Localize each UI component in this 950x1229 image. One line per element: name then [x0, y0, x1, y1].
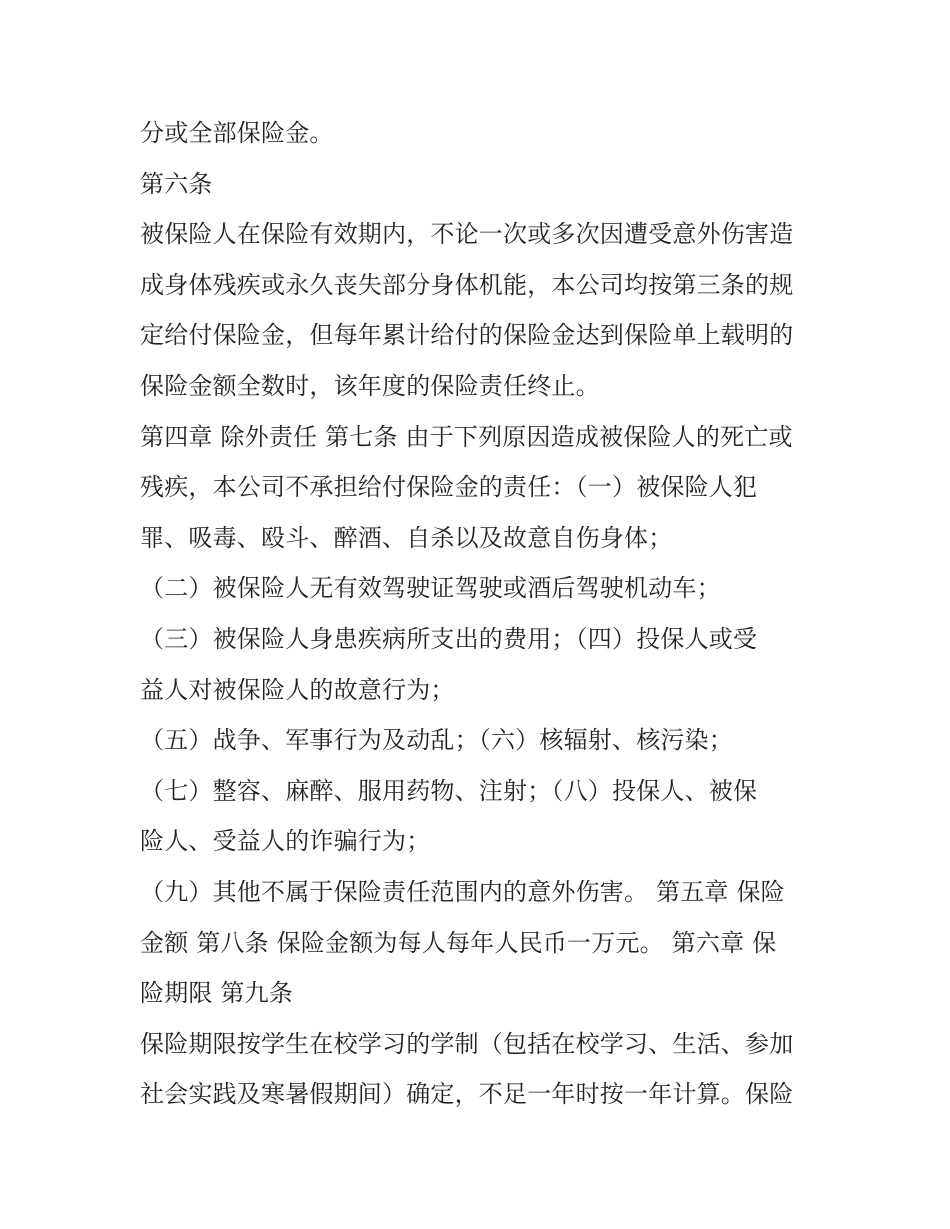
text-line: 险人、受益人的诈骗行为； [140, 827, 431, 856]
text-line: 残疾，本公司不承担给付保险金的责任：（一）被保险人犯 [140, 473, 758, 502]
text-line: （七）整容、麻醉、服用药物、注射；（八）投保人、被保 [140, 776, 758, 805]
text-line: 第四章 除外责任 第七条 由于下列原因造成被保险人的死亡或 [140, 422, 793, 451]
text-line: 保险期限按学生在校学习的学制（包括在校学习、生活、参加 [140, 1029, 794, 1058]
text-line: 险期限 第九条 [140, 979, 294, 1008]
text-line: 金额 第八条 保险金额为每人每年人民币一万元。 第六章 保 [140, 928, 777, 957]
document-body [140, 108, 820, 1120]
text-line: 保险金额全数时，该年度的保险责任终止。 [140, 371, 600, 400]
text-line: 社会实践及寒暑假期间）确定，不足一年时按一年计算。保险 [140, 1080, 794, 1109]
text-line: 定给付保险金，但每年累计给付的保险金达到保险单上载明的 [140, 321, 794, 350]
text-line: 分或全部保险金。 [140, 119, 334, 147]
text-line: （九）其他不属于保险责任范围内的意外伤害。 第五章 保险 [140, 877, 785, 906]
text-line: （三）被保险人身患疾病所支出的费用；（四）投保人或受 [140, 624, 758, 653]
text-line: 罪、吸毒、殴斗、醉酒、自杀以及故意自伤身体； [140, 523, 673, 552]
text-line: 被保险人在保险有效期内，不论一次或多次因遭受意外伤害造 [140, 220, 794, 249]
text-line: 成身体残疾或永久丧失部分身体机能，本公司均按第三条的规 [140, 270, 794, 299]
text-line: 益人对被保险人的故意行为； [140, 675, 455, 704]
text-line: （五）战争、军事行为及动乱；（六）核辐射、核污染； [140, 726, 733, 755]
text-line: （二）被保险人无有效驾驶证驾驶或酒后驾驶机动车； [140, 574, 721, 603]
section-heading: 第六条 [140, 169, 213, 198]
